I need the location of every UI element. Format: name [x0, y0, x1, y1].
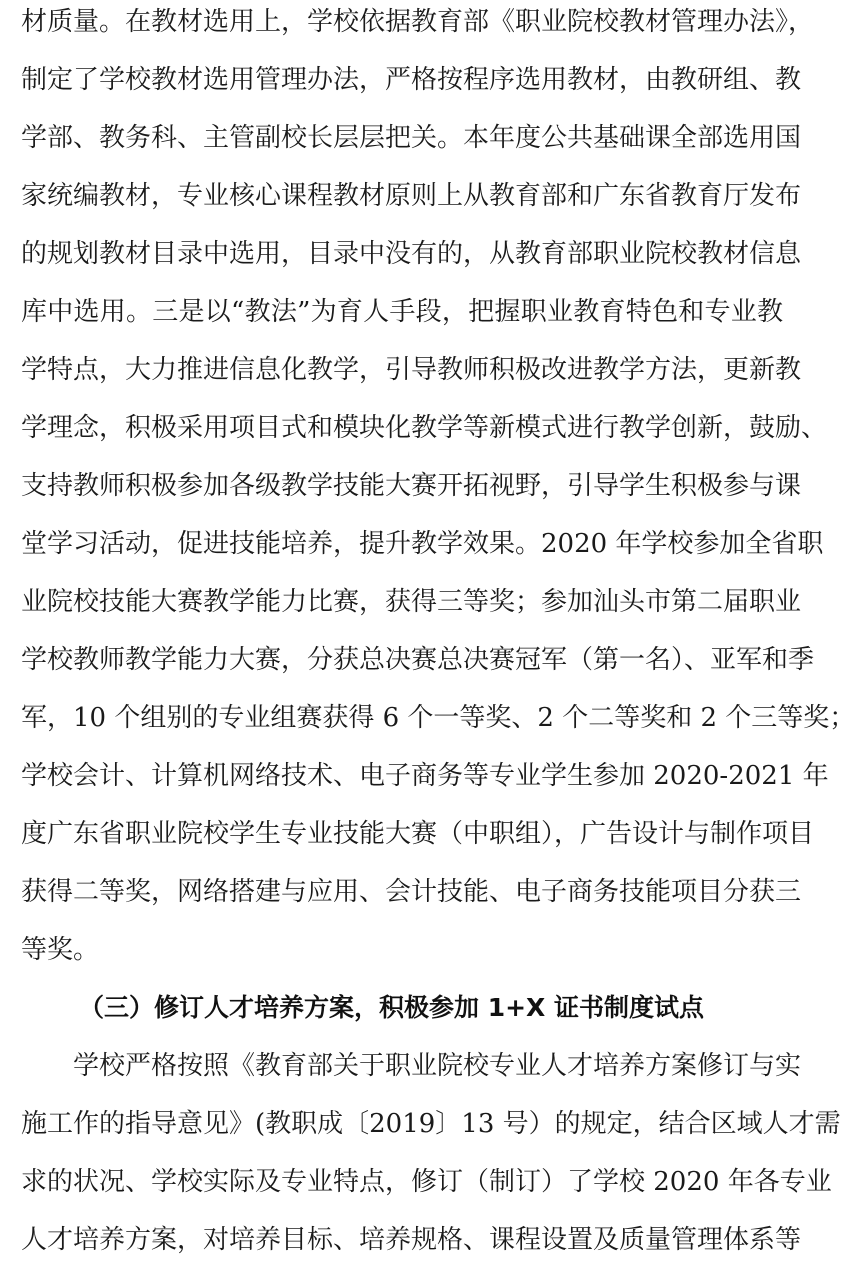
paragraph-line: 制定了学校教材选用管理办法，严格按程序选用教材，由教研组、教: [21, 65, 802, 95]
paragraph-line: 学校会计、计算机网络技术、电子商务等专业学生参加 2020-2021 年: [21, 761, 829, 791]
paragraph-line: 求的状况、学校实际及专业特点，修订（制订）了学校 2020 年各专业: [21, 1167, 832, 1197]
paragraph-line: 学部、教务科、主管副校长层层把关。本年度公共基础课全部选用国: [21, 123, 802, 153]
paragraph-line: 堂学习活动，促进技能培养，提升教学效果。2020 年学校参加全省职: [21, 529, 824, 559]
paragraph-line: 学特点，大力推进信息化教学，引导教师积极改进教学方法，更新教: [21, 355, 802, 385]
paragraph-line: 学校严格按照《教育部关于职业院校专业人才培养方案修订与实: [73, 1051, 802, 1081]
paragraph-line: 支持教师积极参加各级教学技能大赛开拓视野，引导学生积极参与课: [21, 471, 802, 501]
document-page: [21, 0, 855, 1255]
paragraph-line: 业院校技能大赛教学能力比赛，获得三等奖；参加汕头市第二届职业: [21, 587, 802, 617]
paragraph-line: 军，10 个组别的专业组赛获得 6 个一等奖、2 个二等奖和 2 个三等奖；: [21, 703, 855, 733]
paragraph-line: 的规划教材目录中选用，目录中没有的，从教育部职业院校教材信息: [21, 239, 802, 269]
paragraph-line: 人才培养方案，对培养目标、培养规格、课程设置及质量管理体系等: [21, 1225, 802, 1255]
section-heading: （三）修订人才培养方案，积极参加 1+X 证书制度试点: [79, 993, 705, 1022]
paragraph-line: 度广东省职业院校学生专业技能大赛（中职组），广告设计与制作项目: [21, 819, 815, 849]
paragraph-line: 获得二等奖，网络搭建与应用、会计技能、电子商务技能项目分获三: [21, 877, 802, 907]
paragraph-line: 等奖。: [21, 935, 100, 965]
paragraph-line: 家统编教材，专业核心课程教材原则上从教育部和广东省教育厅发布: [21, 181, 802, 211]
paragraph-line: 库中选用。三是以“教法”为育人手段，把握职业教育特色和专业教: [21, 297, 783, 327]
paragraph-line: 施工作的指导意见》(教职成〔2019〕13 号）的规定，结合区域人才需: [21, 1109, 841, 1139]
paragraph-line: 学理念，积极采用项目式和模块化教学等新模式进行教学创新，鼓励、: [21, 413, 828, 443]
paragraph-line: 学校教师教学能力大赛，分获总决赛总决赛冠军（第一名）、亚军和季: [21, 645, 815, 675]
paragraph-line: 材质量。在教材选用上，学校依据教育部《职业院校教材管理办法》，: [21, 7, 815, 37]
